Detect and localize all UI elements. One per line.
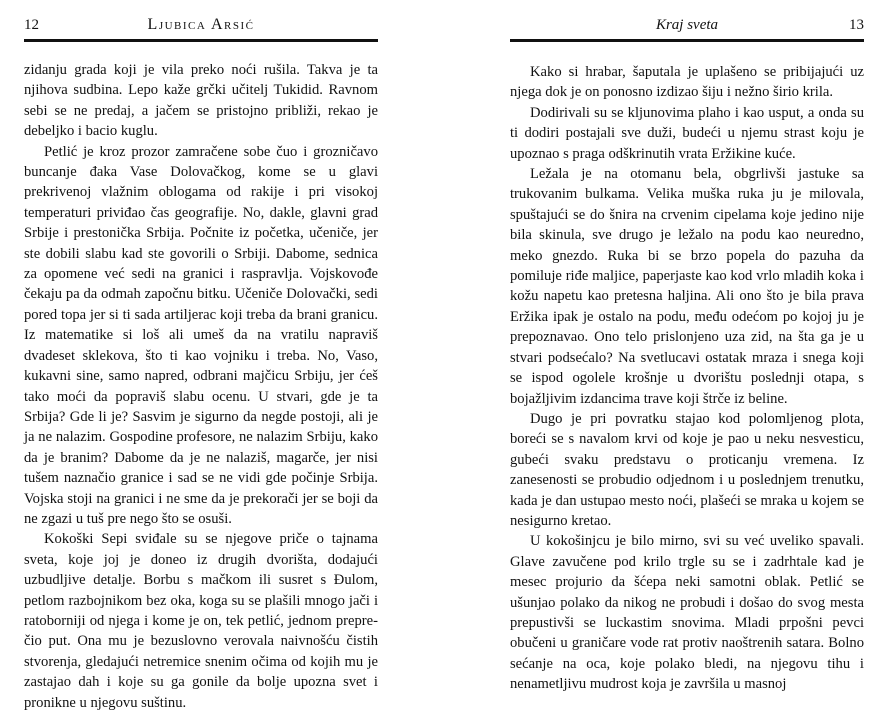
- left-page: [24, 0, 378, 711]
- right-page: [510, 0, 864, 700]
- right-paragraph-3: Ležala je na otomanu bela, obgrlivši jastuke sa trukovanim bulkama. Velika muška ruka ju je milovala, spuštajući se do šnira na crvenim cipelama koje jedino nije bila skinula, sve drugo je ležalo na podu kao neuredno, meko gnezdo. Ruka bi se brzo popela do pazuha da pomiluje riđe maljice, paperjaste kao kod vrlo mladih koka i kožu napetu kao pretesna haljina. Ali ono što je bila prava Eržika ipak je ostalo na podu, među odećom po kojoj ju je prepoznavao. Ono telo prislonjeno uza zid, na šta ga je u stvari podsećalo? Na svetlucavi ostatak mraza i snega koji se ispod ogolele krošnje u dvorištu poslednji otapa, s bojažljivim izdancima trave koji štrče iz beline.: [510, 166, 864, 407]
- left-running-header: [24, 14, 378, 36]
- left-running-head-author: Ljubica Arsić: [147, 16, 255, 33]
- left-body-text: [24, 60, 378, 713]
- right-running-head-title: Kraj sveta: [655, 17, 719, 33]
- left-paragraph-3: Kokoški Sepi sviđale su se njegove priče o tajnama sveta, koje joj je doneo iz drugih dvorišta, dodajući uzbudljive detalje. Borbu s mačkom ili susret s Đulom, petlom razbojnikom bez oka, koga su se plašili mnogo jači i ratoborniji od njega i kome je on, tek petlić, jednom preprečio put. Ona mu je bezuslovno verovala naivnošću čistih stvorenja, gledajući netremice snenim očima od kojih mu je zastajao dah i koje su ga gonile da bolje upozna svet i pronikne u njegovu suštinu.: [24, 531, 378, 711]
- right-paragraph-5: U kokošinjcu je bilo mirno, svi su već uveliko spavali. Glave zavučene pod krilo trgle su se i zadrhtale kad je mesec projurio da šćepa neki samotni oblak. Petlić se ušunjao polako da nikog ne probudi i došao do svog mesta prepustivši se luckastim snovima. Mladi prpošni pevci obučeni u graničare vode rat protiv naoštrenih satara. Bolno sećanje na oca, koje polako bledi, na njegovu tihu i nenametljivu mudrost koja je završila u masnoj: [510, 533, 864, 693]
- left-page-number: 12: [24, 17, 39, 33]
- right-paragraph-1: Kako si hrabar, šaputala je uplašeno se pribijajući uz njega dok je on ponosno izdizao šiju i nežno širio krila.: [510, 64, 864, 101]
- right-header-rule: [510, 39, 864, 42]
- right-paragraph-2: Dodirivali su se kljunovima plaho i kao usput, a onda su ti dodiri postajali sve duži, budeći u njemu strast koju je upoznao s praga odškrinutih vrata Eržikine kuće.: [510, 104, 864, 162]
- right-page-number: 13: [849, 17, 864, 33]
- right-body-text: [510, 62, 864, 695]
- left-paragraph-1: zidanju grada koji je vila preko noći rušila. Takva je ta njihova sudbina. Lepo kaže grčki učitelj Tukidid. Ravnom sebi se ne predaj, a jačem se pristojno približi, rekao je debeljko i bacio kuglu.: [24, 62, 378, 140]
- right-paragraph-4: Dugo je pri povratku stajao kod polomljenog plota, boreći se s navalom krvi od koje je pao u neku nesvesticu, gubeći svaku predstavu o proticanju vremena. Iz zanesenosti se probudio odjednom i u poslednjem trenutku, kada je dan ustupao mesto noći, plašeći se mraka u kojem se nesigurno kretao.: [510, 410, 864, 529]
- left-paragraph-2: Petlić je kroz prozor zamračene sobe čuo i grozničavo buncanje đaka Vase Dolovačkog, kome se u glavi prekrivenoj vlažnim oblogama od rakije i pri visokoj temperaturi priviđao čas geografije. No, dakle, glavni grad Srbije i prestonička Srbija. Počnite iz početka, učeniče, jer ste dobili slabu kad ste govorili o Srbiji. Dabome, sednica za opomene već sedi na granici i raspravlja. Vojskovođe čekaju pa da odmah započnu bitku. Učeniče Dolovački, sedi pored topa jer si ti sada artiljerac koji treba da brani granicu. Iz matematike si loš ali umeš da na vratilu napraviš dvadeset sklekova, što ti kao vojniku i treba. No, Vaso, kukavni sine, samo napred, odbrani majčicu Srbiju, jer ćeš tako moći da popraviš slabu ocenu. U stvari, gde je ta Srbija? Gde li je? Sasvim je sigurno da negde postoji, ali je ja ne nalazim. Gospodine profesore, ne nalazim Srbiju, kako da je branim? Dabome da je ne nalaziš, magarče, jer nisi tušem naznačio granice i sad se ne vidi gde počinje Srbija. Vojska stoji na granici i ne sme da je prekorači jer se boji da ne zgazi u tuš pre nego što se osuši.: [24, 143, 378, 527]
- left-header-rule: [24, 39, 378, 42]
- right-running-header: [510, 14, 864, 36]
